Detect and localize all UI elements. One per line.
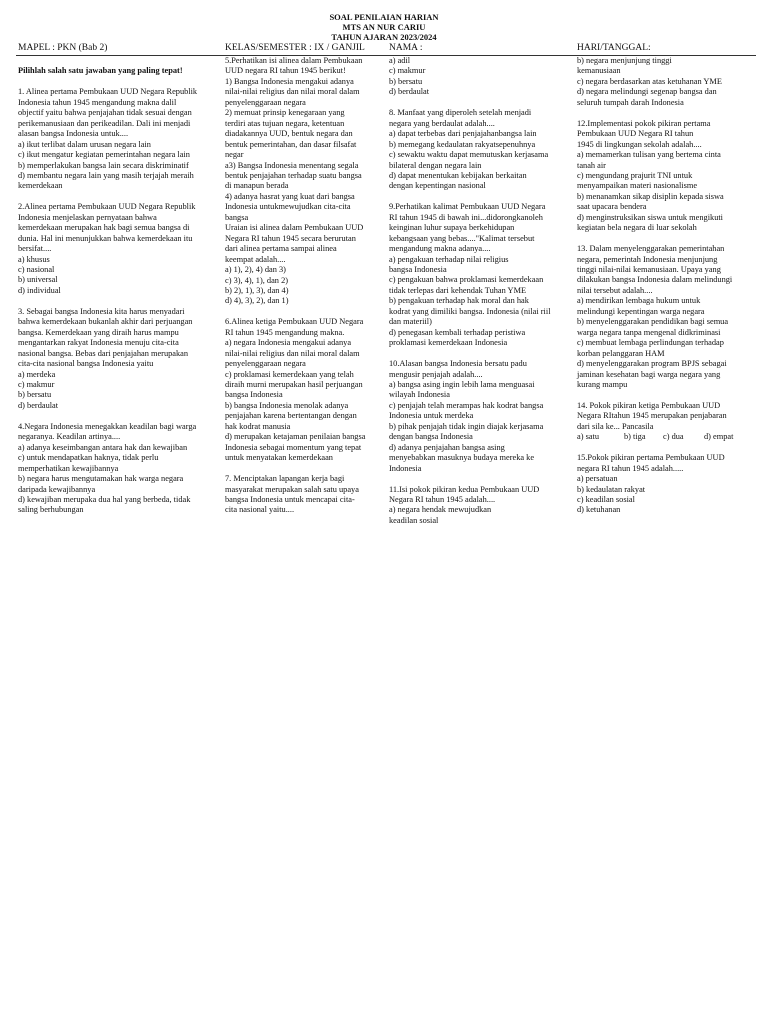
text-line: keadilan sosial (389, 515, 439, 525)
text-line: 10.Alasan bangsa Indonesia bersatu padu (389, 359, 527, 369)
text-line: penjajahan karena bertentangan dengan (225, 411, 357, 421)
text-line: b) kedaulatan rakyat (577, 484, 646, 494)
blank-line (577, 390, 733, 400)
text-line: menyebabkan masuknya budaya mereka ke (389, 453, 535, 463)
text-line: dari sila ke... Pancasila (577, 421, 654, 431)
text-line: b) bersatu (389, 76, 423, 86)
text-line: cita-cita nasional bangsa Indonesia yaitu (18, 359, 154, 369)
text-line: bilateral dengan negara lain (389, 160, 482, 170)
blank-line (577, 108, 733, 118)
answer-option: a) satu (577, 432, 600, 442)
blank-line (389, 349, 551, 359)
text-line: dan materiil) (389, 317, 432, 327)
text-line: c) untuk mendapatkan haknya, tidak perlu (18, 453, 159, 463)
text-line: d) membantu negara lain yang masih terjajah meraih (18, 170, 194, 180)
text-line: d) kewajiban merupaka dua hal yang berbeda, tidak (18, 494, 191, 504)
text-line: tidak terlepas dari kehendak Tuhan YME (389, 285, 527, 295)
text-line: objectif yaitu bahwa penjajahan tidak sesuai dengan (18, 108, 192, 118)
text-line: dilakukan bangsa Indonesia dalam melindungi (577, 275, 733, 285)
answer-option: c) dua (663, 432, 684, 442)
text-line: proklamasi kemerdekaan Indonesia (389, 338, 508, 348)
text-line: seluruh tumpah darah Indonesia (577, 97, 684, 107)
text-line: b) negara harus mengutamakan hak warga negara (18, 474, 184, 484)
blank-line (18, 411, 197, 421)
text-line: korban pelanggaran HAM (577, 348, 665, 358)
answer-options-row (577, 432, 733, 442)
text-line: a) memamerkan tulisan yang bertema cinta (577, 150, 721, 160)
text-line: kemerdekaan merupakan hak bagi semua bangsa di (18, 223, 190, 233)
text-line: b) menyelenggarakan pendidikan bagi semua (577, 317, 729, 327)
text-line: 8. Manfaat yang diperoleh setelah menjadi (389, 108, 532, 118)
text-line: saling berhubungan (18, 505, 84, 515)
text-line: Uraian isi alinea dalam Pembukaan UUD (225, 223, 364, 233)
text-line: d) berdaulat (18, 400, 59, 410)
text-line: nilai-nilai religius dan nilai moral dalam (225, 348, 360, 358)
text-line: a) adanya keseimbangan antara hak dan kewajiban (18, 442, 188, 452)
text-line: d) 4), 3), 2), dan 1) (225, 296, 289, 306)
text-line: jaminan kesehatan bagi warga negara yang (577, 369, 721, 379)
text-line: a) dapat terbebas dari penjajahanbangsa lain (389, 129, 537, 139)
text-line: b) negara menjunjung tinggi (577, 56, 672, 65)
text-line: c) negara berdasarkan atas ketuhanan YME (577, 76, 722, 86)
blank-line (577, 443, 733, 453)
text-line: UUD negara RI tahun 1945 berikut! (225, 66, 346, 76)
text-line: d) dapat menentukan kebijakan berkaitan (389, 170, 527, 180)
text-line: b) memegang kedaulatan rakyatsepenuhnya (389, 139, 536, 149)
column-2 (225, 56, 365, 516)
text-line: c) nasional (18, 265, 55, 275)
text-line: 2) memuat prinsip kenegaraan yang (225, 108, 345, 118)
text-line: Pembukaan UUD Negara RI tahun (577, 129, 694, 139)
text-line: nasional bangsa. Bebas dari penjajahan merupakan (18, 348, 189, 358)
blank-line (389, 98, 551, 108)
column-3 (389, 56, 551, 526)
text-line: Indonesia untuk merdeka (389, 411, 474, 421)
text-line: RI tahun 1945 mengandung makna. (225, 327, 345, 337)
text-line: negaranya. Keadilan artinya.... (18, 432, 121, 442)
text-line: negar (225, 150, 244, 160)
text-line: masyarakat merupakan salah satu upaya (225, 484, 359, 494)
text-line: bangsa Indonesia (225, 390, 283, 400)
date-field: HARI/TANGGAL: (577, 43, 651, 53)
text-line: 2.Alinea pertama Pembukaan UUD Negara Republik (18, 202, 196, 212)
text-line: untuk menyatakan kemerdekaan (225, 453, 333, 463)
text-line: keinginan luhur supaya berkehidupan (389, 223, 515, 233)
text-line: memperhatikan kewajibannya (18, 463, 119, 473)
text-line: c) proklamasi kemerdekaan yang telah (225, 369, 354, 379)
text-line: 4) adanya hasrat yang kuat dari bangsa (225, 191, 355, 201)
text-line: d) individual (18, 285, 61, 295)
text-line: 14. Pokok pikiran ketiga Pembukaan UUD (577, 400, 721, 410)
text-line: b) pengakuan terhadap hak moral dan hak (389, 296, 529, 306)
blank-line (577, 234, 733, 244)
text-line: bentuk penjajahan terhadap suatu bangsa (225, 170, 362, 180)
text-line: a) adil (389, 56, 411, 65)
blank-line (389, 192, 551, 202)
text-line: d) adanya penjajahan bangsa asing (389, 442, 505, 452)
text-line: wilayah Indonesia (389, 390, 450, 400)
text-line: a) merdeka (18, 369, 56, 379)
text-line: Indonesia sebagai momentum yang tepat (225, 442, 362, 452)
text-line: a) negara hendak mewujudkan (389, 505, 492, 515)
text-line: d) menginstruksikan siswa untuk mengikuti (577, 212, 724, 222)
text-line: 6.Alinea ketiga Pembukaan UUD Negara (225, 317, 364, 327)
text-line: hak kodrat manusia (225, 421, 291, 431)
name-field: NAMA : (389, 43, 423, 53)
blank-line (225, 464, 365, 474)
text-line: 9.Perhatikan kalimat Pembukaan UUD Negara (389, 202, 546, 212)
text-line: saat upacara bendera (577, 202, 647, 212)
text-line: a) bangsa asing ingin lebih lama menguasai (389, 380, 535, 389)
text-line: kebangsaan yang bebas...."Kalimat tersebut (389, 233, 535, 243)
text-line: c) membuat lembaga perlindungan terhadap (577, 338, 724, 348)
text-line: warga negara tanpa mengenal didkriminasi (577, 327, 721, 337)
text-line: Indonesia menjelaskan pernyataan bahwa (18, 212, 157, 222)
text-line: c) keadilan sosial (577, 494, 635, 504)
blank-line (389, 474, 551, 484)
text-line: bangsa Indonesia untuk mencapai cita- (225, 495, 355, 504)
text-line: penyelenggaraan negara (225, 97, 306, 107)
text-line: c) 3), 4), 1), dan 2) (225, 275, 289, 285)
text-line: terdiri atas tujuan negara, ketentuan (225, 118, 345, 128)
text-line: 11.Isi pokok pikiran kedua Pembukaan UUD (389, 484, 540, 494)
text-line: 1) Bangsa Indonesia mengakui adanya (225, 76, 354, 86)
text-line: penyelenggaraan negara (225, 359, 306, 369)
text-line: Negara RItahun 1945 merupakan penjabaran (577, 411, 727, 421)
text-line: 7. Menciptakan lapangan kerja bagi (225, 474, 345, 484)
text-line: a) 1), 2), 4) dan 3) (225, 265, 286, 275)
column-1 (18, 56, 197, 516)
text-line: 1945 di lingkungan sekolah adalah.... (577, 139, 702, 149)
school-name: MTS AN NUR CARIU (342, 22, 426, 32)
text-line: c) pengakuan bahwa proklamasi kemerdekaan (389, 275, 544, 285)
text-line: alasan bangsa Indonesia untuk.... (18, 129, 129, 139)
text-line: b) memperlakukan bangsa lain secara diskriminatif (18, 160, 189, 170)
text-line: c) sewaktu waktu dapat memutuskan kerjasama (389, 150, 549, 160)
text-line: c) ikut mengatur kegiatan pemerintahan negara lain (18, 150, 190, 160)
text-line: Indonesia tahun 1945 mengandung makna dalil (18, 97, 177, 107)
text-line: kemerdekaan (18, 181, 63, 191)
text-line: c) makmur (18, 379, 55, 389)
text-line: c) penjajah telah merampas hak kodrat bangsa (389, 400, 544, 410)
text-line: d) berdaulat (389, 87, 430, 97)
text-line: dunia. Hal ini menunjukkan bahwa kemerdekaan itu (18, 233, 193, 243)
text-line: a) ikut terlibat dalam urusan negara lain (18, 139, 151, 149)
text-line: tinggi nilai-nilai kemanusiaan. Upaya yang (577, 265, 721, 275)
text-line: c) mengundang prajurit TNI untuk (577, 170, 693, 180)
text-line: Indonesia (389, 463, 422, 473)
text-line: 12.Implementasi pokok pikiran pertama (577, 118, 711, 128)
text-line: a) persatuan (577, 474, 618, 484)
text-line: nilai tersebut adalah.... (577, 285, 653, 295)
instruction: Pilihlah salah satu jawaban yang paling tepat! (18, 66, 183, 76)
text-line: a) mendirikan lembaga hukum untuk (577, 296, 701, 306)
text-line: tanah air (577, 160, 606, 170)
text-line: 4.Negara Indonesia menegakkan keadilan bagi warga (18, 421, 197, 431)
blank-line (225, 307, 365, 317)
text-line: Negara RI tahun 1945 adalah.... (389, 494, 496, 504)
text-line: a3) Bangsa Indonesia menentang segala (225, 160, 359, 170)
text-line: d) penegasan kembali terhadap peristiwa (389, 327, 526, 337)
text-line: daripada kewajibannya (18, 484, 96, 494)
text-line: mengusir penjajah adalah.... (389, 369, 483, 379)
text-line: b) universal (18, 275, 58, 285)
text-line: bentuk pemerintahan, dan dasar filsafat (225, 139, 357, 149)
text-line: keempat adalah.... (225, 254, 286, 264)
text-line: menyampaikan materi nasionalisme (577, 181, 698, 191)
text-line: Negara RI tahun 1945 secara berurutan (225, 233, 356, 243)
text-line: d) merupakan ketajaman penilaian bangsa (225, 432, 366, 442)
text-line: kurang mampu (577, 380, 628, 390)
text-line: b) 2), 1), 3), dan 4) (225, 285, 289, 295)
text-line: 3. Sebagai bangsa Indonesia kita harus menyadari (18, 306, 185, 316)
class-semester-field: KELAS/SEMESTER : IX / GANJIL (225, 43, 365, 53)
text-line: b) menanamkan sikap disiplin kepada siswa (577, 191, 724, 201)
text-line: c) makmur (389, 66, 426, 76)
academic-year: TAHUN AJARAN 2023/2024 (331, 32, 437, 42)
text-line: d) ketuhanan (577, 505, 621, 515)
text-line: dari alinea pertama sampai alinea (225, 244, 337, 254)
text-line: kegiatan bela negara di luar sekolah (577, 223, 697, 233)
text-line: 1. Alinea pertama Pembukaan UUD Negara Republik (18, 87, 198, 97)
blank-line (18, 77, 197, 87)
text-line: diadakannya UUD, bentuk negara dan (225, 129, 353, 139)
text-line: bangsa (225, 212, 249, 222)
text-line: diraih murni merupakan hasil perjuangan (225, 380, 363, 390)
text-line: bersifat.... (18, 244, 52, 254)
text-line: bahwa kemerdekaan bukanlah akhir dari perjuangan (18, 317, 193, 327)
text-line: 5.Perhatikan isi alinea dalam Pembukaan (225, 56, 363, 65)
text-line: RI tahun 1945 di bawah ini...didorongkanoleh (389, 212, 543, 222)
text-line: b) pihak penjajah tidak ingin diajak kerjasama (389, 421, 544, 431)
text-line: bangsa. Kemerdekaan yang diraih harus mampu (18, 327, 179, 337)
text-line: a) pengakuan terhadap nilai religius (389, 254, 509, 264)
text-line: b) bersatu (18, 390, 52, 400)
blank-line (18, 192, 197, 202)
text-line: d) negara melindungi segenap bangsa dan (577, 87, 717, 97)
text-line: negara RI tahun 1945 adalah..... (577, 463, 684, 473)
text-line: kemanusiaan (577, 66, 621, 76)
blank-line (18, 56, 197, 66)
text-line: a) khusus (18, 254, 50, 264)
text-line: negara yang berdaulat adalah.... (389, 118, 495, 128)
answer-option: d) empat (704, 432, 734, 442)
text-line: 15.Pokok pikiran pertama Pembukaan UUD (577, 453, 725, 463)
blank-line (18, 296, 197, 306)
text-line: nilai-nilai religius dan nilai moral dalam (225, 87, 360, 97)
text-line: bangsa Indonesia (389, 265, 447, 275)
text-line: d) menyelenggarakan program BPJS sebagai (577, 359, 727, 369)
exam-title: SOAL PENILAIAN HARIAN (329, 12, 439, 22)
text-line: cita nasional yaitu.... (225, 505, 295, 515)
column-4 (577, 56, 733, 516)
text-line: a) negara Indonesia mengakui adanya (225, 338, 352, 348)
text-line: melindungi kepentingan warga negara (577, 306, 705, 316)
text-line: dengan bangsa Indonesia (389, 432, 473, 442)
text-line: b) bangsa Indonesia menolak adanya (225, 400, 349, 410)
text-line: mengandung makna adanya.... (389, 244, 491, 254)
text-line: 13. Dalam menyelenggarakan pemerintahan (577, 244, 725, 254)
text-line: perikemanusiaan dan perikeadilan. Dali ini menjadi (18, 118, 191, 128)
text-line: negara, pemerintah Indonesia menjunjung (577, 254, 718, 264)
text-line: Indonesia untukmewujudkan cita-cita (225, 202, 351, 212)
text-line: kodrat yang dimiliki bangsa. Indonesia (nilai riil (389, 306, 551, 316)
text-line: di manapun berada (225, 181, 289, 191)
subject-field: MAPEL : PKN (Bab 2) (18, 43, 108, 53)
text-line: dengan kepentingan nasional (389, 181, 486, 191)
answer-option: b) tiga (624, 432, 646, 442)
text-line: mengantarkan rakyat Indonesia menuju cita-cita (18, 338, 179, 348)
